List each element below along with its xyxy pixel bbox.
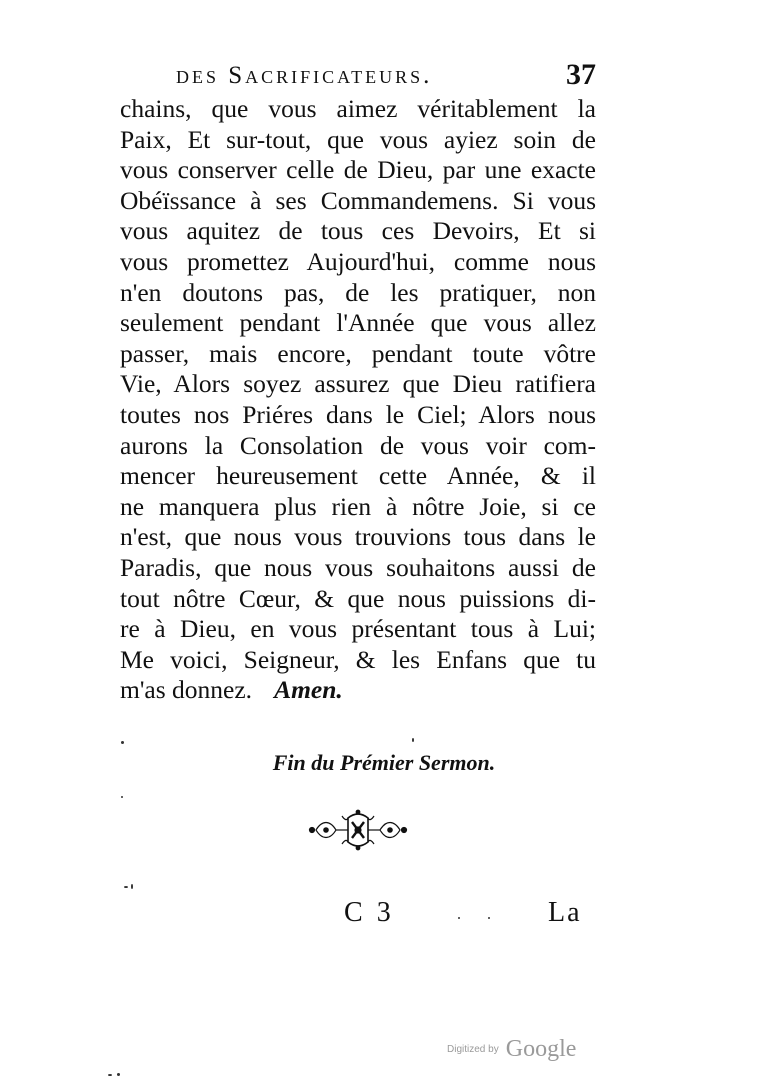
last-line-text: m'as donnez.: [120, 675, 253, 705]
text-line: aurons la Consolation de vous voir com-: [120, 430, 596, 460]
end-of-sermon-note: Fin du Prémier Sermon.: [272, 750, 496, 775]
text-line: Vie, Alors soyez assurez que Dieu ratifiera: [120, 369, 596, 399]
digitized-watermark: [447, 1036, 576, 1063]
digitized-prefix: Digitized by: [447, 1044, 499, 1055]
text-line: vous promettez Aujourd'hui, comme nous: [120, 246, 596, 276]
amen-text: Amen.: [274, 675, 343, 705]
ink-speck: [458, 917, 460, 919]
ink-speck: [488, 917, 490, 919]
text-line: n'est, que nous vous trouvions tous dans le: [120, 522, 596, 552]
catchword: La: [548, 897, 582, 928]
body-text: [120, 94, 596, 706]
text-line: passer, mais encore, pendant toute vôtre: [120, 338, 596, 368]
text-line: Paradis, que nous vous souhaitons aussi de: [120, 552, 596, 582]
text-line: mencer heureusement cette Année, & il: [120, 461, 596, 491]
text-line: vous aquitez de tous ces Devoirs, Et si: [120, 216, 596, 246]
text-line: Me voici, Seigneur, & les Enfans que tu: [120, 644, 596, 674]
signature-letter: C: [344, 897, 365, 928]
text-line: toutes nos Priéres dans le Ciel; Alors nous: [120, 399, 596, 429]
running-title: des Sacrificateurs.: [176, 62, 433, 89]
ink-speck: [108, 1074, 112, 1076]
text-line: Paix, Et sur-tout, que vous ayiez soin de: [120, 124, 596, 154]
signature-number: 3: [376, 897, 393, 928]
fleuron-ornament-icon: [308, 808, 408, 852]
ink-speck: [121, 741, 124, 744]
text-line: ne manquera plus rien à nôtre Joie, si ce: [120, 491, 596, 521]
text-line: seulement pendant l'Année que vous allez: [120, 308, 596, 338]
ink-speck: [117, 1073, 120, 1076]
text-line: vous conserver celle de Dieu, par une exacte: [120, 155, 596, 185]
signature-mark: [344, 897, 393, 929]
text-line: n'en doutons pas, de les pratiquer, non: [120, 277, 596, 307]
text-line: chains, que vous aimez véritablement la: [120, 94, 596, 123]
ink-speck: [124, 886, 128, 888]
google-logo: Google: [505, 1036, 577, 1062]
running-head: [176, 58, 596, 98]
text-line: tout nôtre Cœur, & que nous puissions di-: [120, 583, 596, 613]
page-number: 37: [566, 58, 596, 91]
last-text-line: [120, 675, 596, 706]
text-line: re à Dieu, en vous présentant tous à Lui;: [120, 614, 596, 644]
ink-speck: [131, 884, 133, 889]
ink-speck: [412, 738, 414, 742]
text-line: Obéïssance à ses Commandemens. Si vous: [120, 185, 596, 215]
ink-speck: [121, 796, 123, 798]
